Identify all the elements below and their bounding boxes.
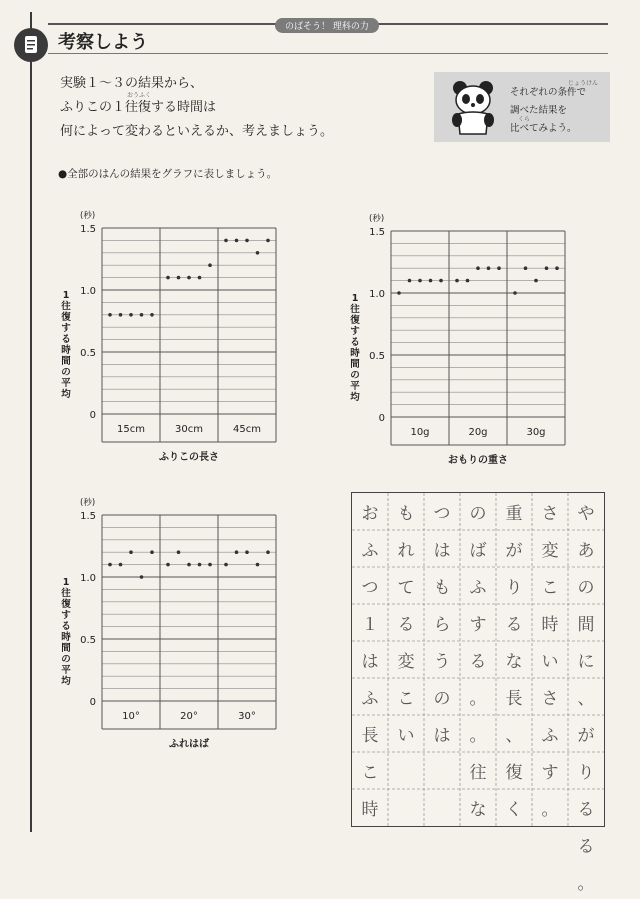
handwritten-char: る [577,836,595,857]
data-point [150,313,154,317]
data-point [408,279,412,283]
data-point [187,563,191,567]
y-unit-label: (秒) [80,498,96,508]
y-axis-label-char: 往 [61,301,71,312]
data-point [266,239,270,243]
y-axis-label-char: 均 [61,389,71,400]
y-axis-label-char: 1 [351,293,359,304]
data-point [245,550,249,554]
y-tick-label: 0.5 [80,635,96,646]
handwritten-char: ふ [469,577,487,598]
data-point [524,266,528,270]
y-axis-label-char: る [61,621,71,632]
data-point [497,266,501,270]
handwritten-char: く [505,799,523,820]
handwritten-char: さ [541,688,559,709]
answer-grid [351,492,605,894]
data-point [224,563,228,567]
handwritten-char: は [361,651,379,672]
handwritten-char: 変 [397,651,415,672]
handwritten-char: る [469,651,487,672]
ruby-oufuku: おうふく [127,92,152,99]
y-axis-label-char: の [61,367,71,378]
data-point [177,550,181,554]
handwritten-char: ふ [541,725,559,746]
data-point [208,563,212,567]
y-tick-label: 0 [89,697,96,708]
data-point [245,239,249,243]
y-axis-label-char: 往 [61,588,71,599]
notebook-icon [14,28,48,62]
margin-line [30,12,32,832]
y-axis-label-char: 平 [61,665,71,676]
handwritten-char: り [505,577,523,598]
handwritten-char: あ [577,540,595,561]
data-point [140,313,144,317]
handwritten-char: る [397,614,415,635]
handwritten-char: ば [469,540,487,561]
data-point [140,575,144,579]
data-point [119,563,123,567]
data-point [177,276,181,280]
x-axis-label: おもりの重さ [448,455,508,466]
x-axis-label: ふりこの長さ [159,452,219,463]
y-tick-label: 0.5 [80,348,96,359]
handwritten-char: こ [361,762,379,783]
y-tick-label: 0 [89,410,96,421]
handwritten-char: 時 [541,614,559,635]
y-axis-label-char: 復 [350,315,360,326]
data-point [166,563,170,567]
handwritten-char: 往 [469,762,487,783]
instruction-line-2: ふりこの１往復する時間は [60,100,217,115]
ruby-kura: くら [518,116,531,123]
x-tick-label: 10° [122,711,140,722]
handwritten-char: お [361,503,379,524]
handwritten-char: す [541,762,559,783]
data-point [256,251,260,255]
instruction-line-1: 実験１～３の結果から、 [60,76,204,91]
y-axis-label-char: 往 [350,304,360,315]
y-tick-label: 1.5 [80,511,96,522]
data-point [198,276,202,280]
handwritten-char: や [577,503,595,524]
data-point [466,279,470,283]
handwritten-char: 、 [505,725,523,746]
handwritten-char: 変 [541,540,559,561]
handwritten-char: 復 [505,762,523,783]
handwritten-char: つ [361,577,379,598]
handwritten-char: こ [541,577,559,598]
handwritten-char: 。 [469,688,487,709]
data-point [129,313,133,317]
graph-instruction: ●全部のはんの結果をグラフに表しましょう。 [58,168,278,180]
x-tick-label: 45cm [233,424,261,435]
chart-weight-svg [345,203,585,473]
data-point [166,276,170,280]
y-tick-label: 1.5 [80,224,96,235]
data-point [418,279,422,283]
y-axis-label-char: 平 [350,381,360,392]
handwritten-char: な [469,799,487,820]
data-point [235,239,239,243]
data-point [108,563,112,567]
data-point [129,550,133,554]
y-axis-label-char: 間 [61,643,71,654]
instruction-line-3: 何によって変わるといえるか、考えましょう。 [60,124,334,139]
data-point [555,266,559,270]
y-axis-label-char: 間 [350,359,360,370]
data-point [235,550,239,554]
data-point [545,266,549,270]
x-tick-label: 20° [180,711,198,722]
handwritten-char: い [541,651,559,672]
y-axis-label-char: 復 [61,312,71,323]
x-axis-label: ふれはば [169,739,209,750]
y-tick-label: 1.0 [80,573,96,584]
handwritten-char: が [505,540,523,561]
y-axis-label-char: 均 [61,676,71,687]
data-point [224,239,228,243]
handwritten-char: り [577,762,595,783]
section-badge: のばそう！ 理科の力 [275,18,379,33]
y-axis-label-char: 時 [350,348,360,359]
handwritten-char: つ [433,503,451,524]
y-axis-label-char: の [350,370,360,381]
chart-amplitude-svg [56,487,286,757]
handwritten-char: 。 [541,799,559,820]
handwritten-char: 。 [469,725,487,746]
y-axis-label-char: す [61,610,71,621]
page-title: 考察しよう [58,32,148,53]
y-tick-label: 1.0 [369,289,385,300]
handwritten-char: は [433,725,451,746]
data-point [150,550,154,554]
data-point [256,563,260,567]
y-tick-label: 0 [378,413,385,424]
handwritten-char: の [577,577,595,598]
handwritten-char: ふ [361,688,379,709]
data-point [429,279,433,283]
tip-line-1: それぞれの条件で [510,87,587,98]
data-point [455,279,459,283]
handwritten-char: 重 [505,503,523,524]
handwritten-char: も [397,503,415,524]
handwritten-char: 時 [361,799,379,820]
data-point [119,313,123,317]
chart-weight [345,203,585,473]
handwritten-char: の [469,503,487,524]
data-point [266,550,270,554]
y-tick-label: 1.0 [80,286,96,297]
handwritten-char: さ [541,503,559,524]
ruby-jouken: じょうけん [568,80,599,87]
handwritten-char: る [505,614,523,635]
handwritten-char: １ [361,614,379,635]
data-point [476,266,480,270]
y-tick-label: 1.5 [369,227,385,238]
handwritten-char: の [433,688,451,709]
data-point [198,563,202,567]
handwritten-char: る [577,799,595,820]
data-point [487,266,491,270]
y-unit-label: (秒) [80,211,96,221]
handwritten-char: ふ [361,540,379,561]
y-axis-label-char: 間 [61,356,71,367]
handwritten-char: 長 [361,725,379,746]
data-point [397,291,401,295]
y-axis-label-char: 時 [61,345,71,356]
x-tick-label: 30cm [175,424,203,435]
x-tick-label: 15cm [117,424,145,435]
y-axis-label-char: 均 [350,392,360,403]
y-axis-label-char: す [61,323,71,334]
x-tick-label: 30g [526,427,546,438]
tip-line-2: 調べた結果を [510,105,568,116]
data-point [187,276,191,280]
handwritten-char: こ [397,688,415,709]
chart-amplitude [56,487,286,757]
handwritten-char: て [397,577,415,598]
handwritten-char: 。 [577,873,595,894]
handwritten-char: い [397,725,415,746]
handwritten-char: 間 [577,614,595,635]
handwritten-char: が [577,725,595,746]
data-point [534,279,538,283]
tip-line-3: 比べてみよう。 [510,123,577,134]
y-axis-label-char: 復 [61,599,71,610]
y-axis-label-char: 1 [62,577,70,588]
handwritten-char: に [577,651,595,672]
handwritten-char: も [433,577,451,598]
handwritten-char: れ [397,540,415,561]
y-axis-label-char: す [350,326,360,337]
y-axis-label-char: る [350,337,360,348]
handwritten-char: な [505,651,523,672]
data-point [108,313,112,317]
x-tick-label: 20g [468,427,488,438]
data-point [439,279,443,283]
handwritten-char: ら [433,614,451,635]
handwritten-char: う [433,651,451,672]
data-point [513,291,517,295]
x-tick-label: 10g [410,427,430,438]
y-axis-label-char: 1 [62,290,70,301]
handwritten-char: 、 [577,688,595,709]
y-axis-label-char: 時 [61,632,71,643]
handwritten-char: は [433,540,451,561]
y-unit-label: (秒) [369,214,385,224]
handwritten-char: 長 [505,688,523,709]
y-tick-label: 0.5 [369,351,385,362]
data-point [208,263,212,267]
y-axis-label-char: の [61,654,71,665]
handwritten-char: す [469,614,487,635]
panda-icon [442,76,504,138]
y-axis-label-char: る [61,334,71,345]
y-axis-label-char: 平 [61,378,71,389]
x-tick-label: 30° [238,711,256,722]
chart-length-svg [56,200,286,470]
chart-length [56,200,286,470]
